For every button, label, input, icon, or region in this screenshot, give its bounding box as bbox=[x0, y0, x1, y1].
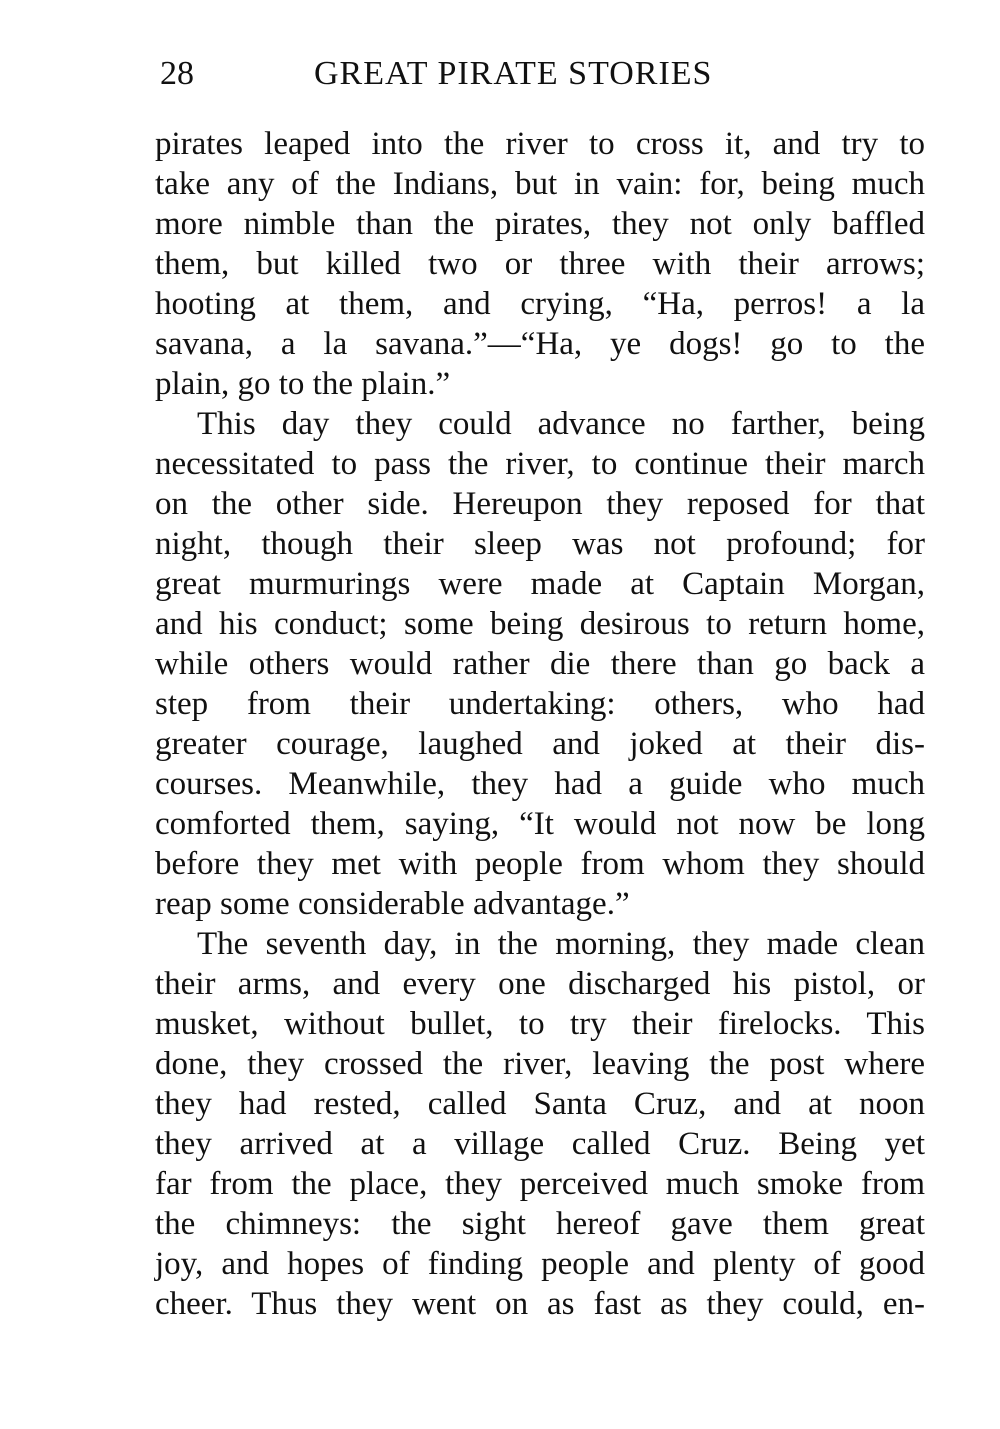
book-title: GREAT PIRATE STORIES bbox=[314, 55, 713, 92]
text-line: reap some considerable advantage.” bbox=[155, 886, 630, 922]
text-line: cheer. Thus they went on as fast as they could, en- bbox=[155, 1286, 925, 1322]
text-line: musket, without bullet, to try their firelocks. This bbox=[155, 1006, 925, 1042]
text-line: savana, a la savana.”—“Ha, ye dogs! go to the bbox=[155, 326, 925, 362]
paragraph-first-line: The seventh day, in the morning, they made clean bbox=[197, 926, 925, 962]
text-line: pirates leaped into the river to cross it, and try to bbox=[155, 126, 925, 162]
text-line: and his conduct; some being desirous to return home, bbox=[155, 606, 925, 642]
text-line: on the other side. Hereupon they reposed for that bbox=[155, 486, 925, 522]
running-head bbox=[160, 52, 920, 96]
text-line: comforted them, saying, “It would not now be long bbox=[155, 806, 925, 842]
text-line: they arrived at a village called Cruz. Being yet bbox=[155, 1126, 925, 1162]
text-line: necessitated to pass the river, to continue their march bbox=[155, 446, 925, 482]
body-text bbox=[155, 124, 925, 1324]
text-line: courses. Meanwhile, they had a guide who much bbox=[155, 766, 925, 802]
text-line: more nimble than the pirates, they not only baffled bbox=[155, 206, 925, 242]
text-line: hooting at them, and crying, “Ha, perros! a la bbox=[155, 286, 925, 322]
text-line: joy, and hopes of finding people and plenty of good bbox=[155, 1246, 925, 1282]
text-line: they had rested, called Santa Cruz, and at noon bbox=[155, 1086, 925, 1122]
text-line: great murmurings were made at Captain Morgan, bbox=[155, 566, 925, 602]
text-line: take any of the Indians, but in vain: for, being much bbox=[155, 166, 925, 202]
text-line: while others would rather die there than go back a bbox=[155, 646, 925, 682]
page-number: 28 bbox=[160, 55, 194, 92]
text-line: plain, go to the plain.” bbox=[155, 366, 451, 402]
text-line: far from the place, they perceived much smoke from bbox=[155, 1166, 925, 1202]
paragraph-first-line: This day they could advance no farther, being bbox=[197, 406, 925, 442]
text-line: night, though their sleep was not profound; for bbox=[155, 526, 925, 562]
text-line: greater courage, laughed and joked at their dis- bbox=[155, 726, 925, 762]
text-line: done, they crossed the river, leaving the post where bbox=[155, 1046, 925, 1082]
text-line: step from their undertaking: others, who had bbox=[155, 686, 925, 722]
text-line: the chimneys: the sight hereof gave them great bbox=[155, 1206, 925, 1242]
text-line: them, but killed two or three with their arrows; bbox=[155, 246, 925, 282]
text-line: before they met with people from whom they should bbox=[155, 846, 925, 882]
text-line: their arms, and every one discharged his pistol, or bbox=[155, 966, 925, 1002]
